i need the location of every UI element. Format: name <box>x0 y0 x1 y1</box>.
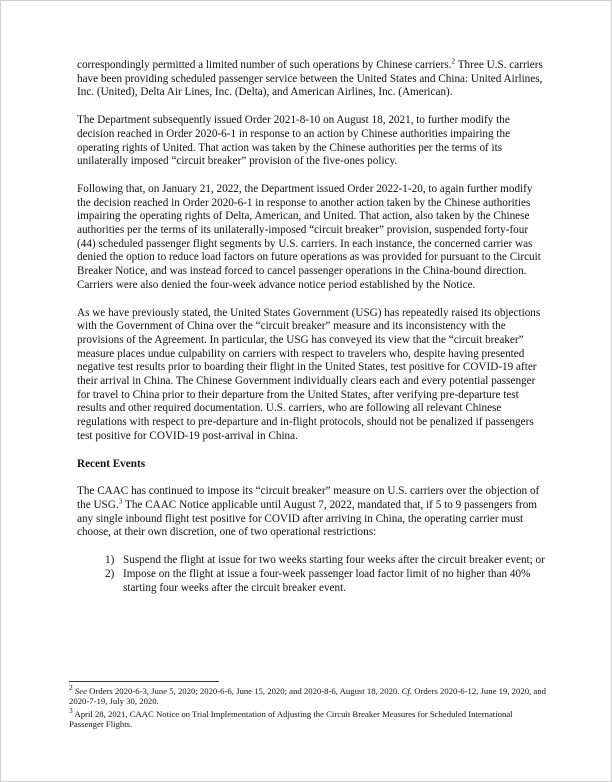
paragraph-carriers <box>77 56 547 100</box>
paragraph-text: The CAAC Notice applicable until August 7, 2022, mandated that, if 5 to 9 passengers from any single inbound flight test positive for COVID after arriving in China, the operating carrier must choose, at their own discretion, one of two operational restrictions: <box>77 498 537 539</box>
paragraph-text: Three U.S. carriers have been providing scheduled passenger service between the United States and China: United Airlines, Inc. (United), Delta Air Lines, Inc. (Delta), and American Airlines, Inc. (American). <box>77 59 543 99</box>
restrictions-list <box>77 554 547 595</box>
footnote-signal-see: See <box>74 686 87 696</box>
section-heading-recent-events: Recent Events <box>77 457 146 470</box>
paragraph-order-2021: The Department subsequently issued Order 2021-8-10 on August 18, 2021, to further modify the decision reached in Order 2020-6-1 in response to an action by Chinese authorities impairing the operating rights of United. That action was taken by the Chinese authorities per the terms of its unilaterally imposed “circuit breaker” provision of the five-ones policy. <box>77 114 511 168</box>
footnote-divider <box>69 681 219 682</box>
list-item <box>77 568 547 595</box>
paragraph-text: The CAAC has continued to impose its “circuit breaker” measure on U.S. carriers over the objection of the USG. <box>77 485 540 511</box>
footnote-3 <box>69 705 547 730</box>
list-number: 2) <box>105 567 115 580</box>
footnote-mark: 3 <box>69 705 73 715</box>
document-body <box>77 56 547 595</box>
footnote-mark: 2 <box>69 683 73 693</box>
list-item <box>77 554 547 568</box>
footnote-text: Orders 2020-6-12, June 19, 2020, and 2020-7-19, July 30, 2020. <box>69 686 546 707</box>
paragraph-text: correspondingly permitted a limited number of such operations by Chinese carriers. <box>77 59 452 71</box>
footnotes <box>69 681 547 732</box>
footnote-signal-cf: Cf. <box>401 686 413 696</box>
footnote-text: Orders 2020-6-3, June 5, 2020; 2020-6-6, June 15, 2020; and 2020-8-6, August 18, 2020. <box>86 686 402 696</box>
footnote-2 <box>69 683 547 707</box>
list-number: 1) <box>105 554 115 567</box>
list-item-text: Impose on the flight at issue a four-week passenger load factor limit of no higher than 40% starting four weeks after the circuit breaker event. <box>123 567 531 594</box>
paragraph-caac-notice <box>77 485 547 540</box>
footnote-ref-2: 2 <box>451 56 456 66</box>
list-item-text: Suspend the flight at issue for two weeks starting four weeks after the circuit breaker event; or <box>123 554 545 567</box>
paragraph-order-2022: Following that, on January 21, 2022, the Department issued Order 2022-1-20, to again further modify the decision reached in Order 2020-6-1 in response to another action taken by the Chinese authorities impairing the operating rights of Delta, American, and United. That action, also taken by the Chinese authorities per the terms of its unilaterally-imposed “circuit breaker” provision, suspended forty-four (44) scheduled passenger flight segments by U.S. carriers. In each instance, the concerned carrier was denied the option to reduce load factors on future operations as was provided for pursuant to the Circuit Breaker Notice, and was instead forced to cancel passenger operations in the China-bound direction. Carriers were also denied the four-week advance notice period established by the Notice. <box>77 182 541 291</box>
paragraph-usg-objections: As we have previously stated, the United States Government (USG) has repeatedly raised its objections with the Government of China over the “circuit breaker” measure and its inconsistency with the provisions of the Agreement. In particular, the USG has conveyed its view that the “circuit breaker” measure places undue culpability on carriers with respect to travelers who, despite having presented negative test results prior to boarding their flight in the United States, test positive for COVID-19 after their arrival in China. The Chinese Government individually clears each and every potential passenger for travel to China prior to their departure from the United States, after verifying pre-departure test results and other required documentation. U.S. carriers, who are following all relevant Chinese regulations with respect to pre-departure and in-flight protocols, should not be penalized if passengers test positive for COVID-19 post-arrival in China. <box>77 306 541 442</box>
footnote-text: April 28, 2021, CAAC Notice on Trial Implementation of Adjusting the Circuit Breaker Measures for Scheduled International Passenger Flights. <box>69 708 513 730</box>
footnote-ref-3: 3 <box>118 496 123 506</box>
